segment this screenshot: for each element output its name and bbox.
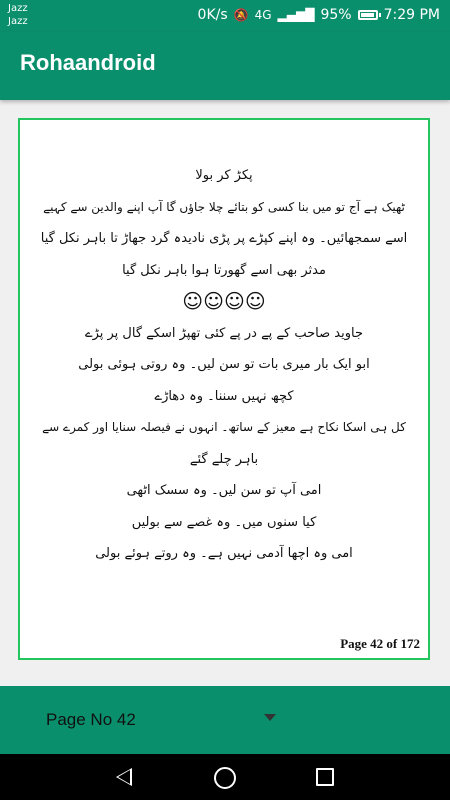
page-text: [40, 160, 408, 570]
carrier-name-2: Jazz: [8, 16, 28, 27]
home-icon[interactable]: [214, 767, 236, 789]
back-icon[interactable]: [116, 768, 132, 786]
text-line: امی آپ تو سن لیں۔ وہ سسک اٹھی: [126, 483, 322, 498]
navigation-bar: [0, 754, 450, 800]
text-line: امی وہ اچھا آدمی نہیں ہے۔ وہ روتے ہوئے بولی: [95, 546, 353, 561]
app-title: Rohaandroid: [20, 50, 156, 75]
text-line: کچھ نہیں سننا۔ وہ دھاڑے: [154, 388, 294, 404]
signal-icon: ▂▄▆█: [277, 8, 315, 22]
status-bar: [0, 0, 450, 32]
network-type: 4G: [254, 8, 272, 22]
page-number: Page 42 of 172: [340, 636, 420, 651]
text-line: باہر چلے گئے: [189, 451, 259, 467]
dropdown-arrow-icon: [264, 714, 276, 721]
book-page[interactable]: [18, 118, 430, 660]
carrier-name-1: Jazz: [8, 3, 28, 14]
text-line: پکڑ کر بولا: [195, 168, 253, 183]
carrier-info: [8, 2, 28, 28]
battery-percent: 95%: [320, 7, 352, 23]
text-line: کل ہی اسکا نکاح ہے معیز کے ساتھ۔ انہوں نے فیصلہ سنایا اور کمرے سے: [42, 420, 406, 434]
text-line: جاوید صاحب کے پے در پے کئی تھپڑ اسکے گال پر پڑے: [84, 325, 364, 341]
status-icons: [198, 7, 440, 23]
bottom-bar: [0, 686, 450, 754]
recent-apps-icon[interactable]: [316, 768, 334, 786]
smiley-line: ☺☺☺☺: [182, 289, 266, 313]
text-line: اسے سمجھائیں۔ وہ اپنے کپڑے پر پڑی نادیدہ گرد جھاڑ تا باہر نکل گیا: [40, 231, 408, 246]
page-selector-value: Page No 42: [46, 710, 136, 729]
text-line: ٹھیک ہے آج تو میں بنا کسی کو بتائے چلا جاؤں گا آپ اپنے والدین سے کہیے: [43, 199, 405, 214]
mute-icon: 🔕: [233, 8, 249, 22]
battery-icon: [358, 10, 378, 20]
text-line: ابو ایک بار میری بات تو سن لیں۔ وہ روتی ہوئی بولی: [78, 357, 370, 372]
text-line: مدثر بھی اسے گھورتا ہوا باہر نکل گیا: [122, 262, 326, 278]
network-speed: 0K/s: [197, 7, 228, 23]
text-line: کیا سنوں میں۔ وہ غصے سے بولیں: [131, 514, 317, 530]
app-bar: [0, 32, 450, 100]
clock: 7:29 PM: [383, 7, 440, 23]
page-selector-dropdown[interactable]: [46, 704, 286, 736]
